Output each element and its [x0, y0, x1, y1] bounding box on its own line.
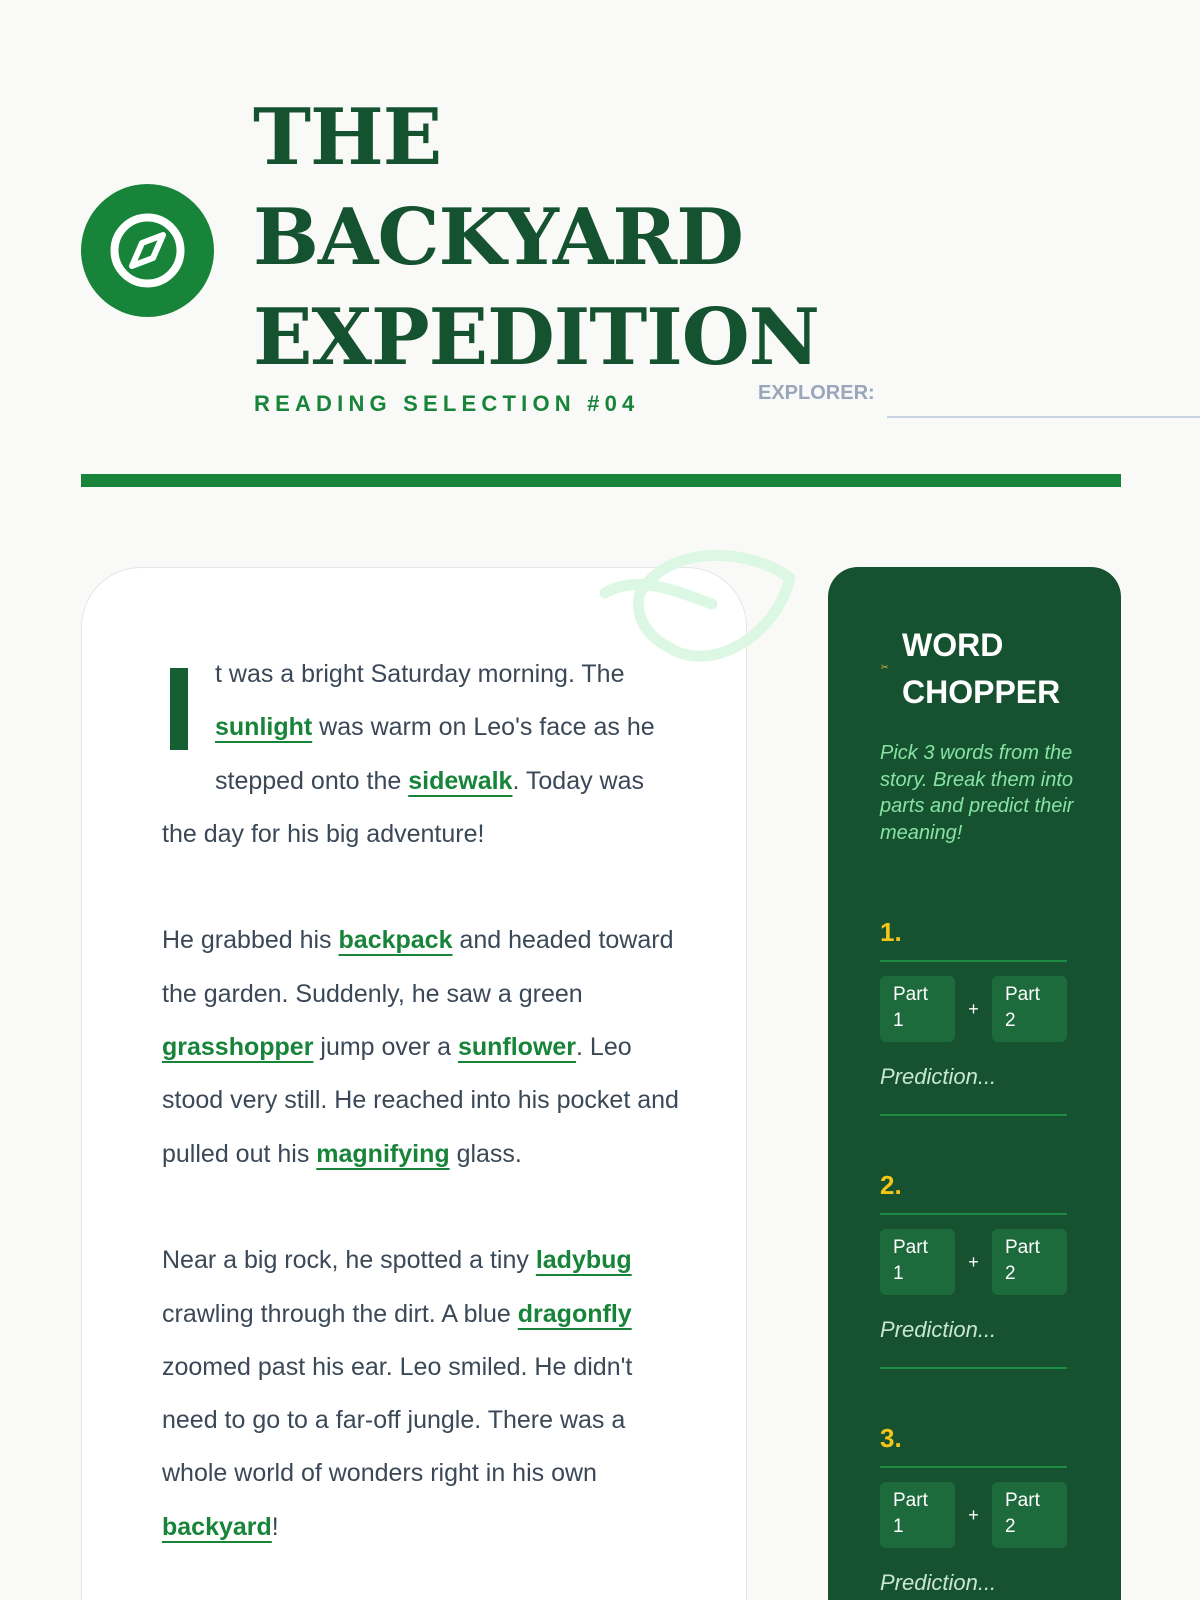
keyword-magnifying[interactable]: magnifying: [316, 1139, 450, 1168]
explorer-label: EXPLORER:: [758, 382, 875, 404]
chopper-task-2: [880, 1165, 1067, 1369]
keyword-sidewalk[interactable]: sidewalk: [408, 766, 513, 795]
story-paragraph-2: He grabbed his backpack and headed toward the garden. Suddenly, he saw a green grasshopper jump over a sunflower. Leo stood very still. He reached into his pocket and pulled out his magnifying glass.: [162, 926, 679, 1168]
keyword-ladybug[interactable]: ladybug: [535, 1246, 632, 1275]
part-2-field[interactable]: Part 2: [992, 1482, 1067, 1548]
task-number: 2.: [880, 1170, 902, 1200]
prediction-field[interactable]: Prediction...: [880, 1317, 997, 1342]
title-line-1: THE: [253, 92, 442, 183]
task-divider: [880, 1114, 1067, 1116]
prediction-field[interactable]: Prediction...: [880, 1064, 997, 1089]
title-line-2: BACKYARD: [253, 192, 743, 283]
explorer-name-field[interactable]: [887, 416, 1200, 418]
plus-sign: +: [968, 1251, 979, 1272]
task-number: 3.: [880, 1423, 902, 1453]
word-parts: [880, 976, 1067, 1042]
task-divider: [880, 960, 1067, 962]
logo-badge: [81, 184, 214, 317]
part-2-field[interactable]: Part 2: [992, 976, 1067, 1042]
prediction-field[interactable]: Prediction...: [880, 1570, 997, 1595]
chopper-task-1: [880, 912, 1067, 1116]
task-divider: [880, 1367, 1067, 1369]
keyword-backyard[interactable]: backyard: [162, 1512, 272, 1541]
part-1-field[interactable]: Part 1: [880, 1482, 955, 1548]
plus-sign: +: [968, 1504, 979, 1525]
part-1-field[interactable]: Part 1: [880, 1229, 955, 1295]
keyword-grasshopper[interactable]: grasshopper: [162, 1033, 314, 1062]
panel-instructions: Pick 3 words from the story. Break them into parts and predict their meaning!: [880, 742, 1074, 844]
task-divider: [880, 1213, 1067, 1215]
word-parts: [880, 1229, 1067, 1295]
story-text: [162, 648, 682, 1600]
title-line-3: EXPEDITION: [253, 292, 819, 383]
keyword-sunlight[interactable]: sunlight: [215, 713, 313, 742]
part-1-field[interactable]: Part 1: [880, 976, 955, 1042]
task-divider: [880, 1466, 1067, 1468]
header-divider: [81, 474, 1121, 487]
compass-icon: [81, 184, 214, 317]
story-paragraph-3: Near a big rock, he spotted a tiny ladybug crawling through the dirt. A blue dragonfly zoomed past his ear. Leo smiled. He didn't need to go to a far-off jungle. There was a whole world of wonders right in his own backyard!: [162, 1246, 633, 1541]
keyword-sunflower[interactable]: sunflower: [457, 1033, 577, 1062]
drop-cap: [162, 648, 215, 807]
plus-sign: +: [968, 998, 979, 1019]
keyword-backpack[interactable]: backpack: [338, 926, 453, 955]
keyword-dragonfly[interactable]: dragonfly: [517, 1299, 632, 1328]
panel-title: WORD CHOPPER: [902, 627, 1061, 710]
word-parts: [880, 1482, 1067, 1548]
drop-cap-bar: [170, 668, 188, 750]
story-paragraph-1: t was a bright Saturday morning. The sunlight was warm on Leo's face as he stepped onto the sidewalk. Today was the day for his big adventure!: [162, 648, 682, 861]
scissors-icon: ✂: [881, 662, 889, 672]
reading-selection-label: READING SELECTION #04: [254, 391, 640, 416]
task-number: 1.: [880, 917, 902, 947]
chopper-task-3: [880, 1418, 1067, 1600]
part-2-field[interactable]: Part 2: [992, 1229, 1067, 1295]
page-title: [253, 88, 873, 388]
